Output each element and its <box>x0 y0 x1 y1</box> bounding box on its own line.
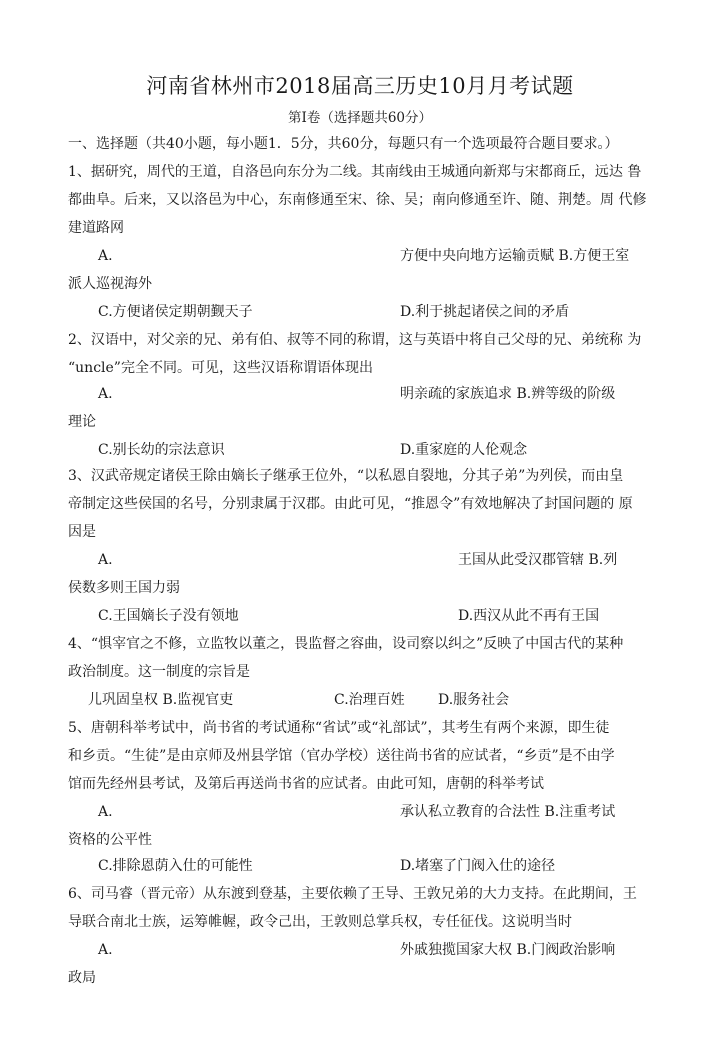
question-5-line-3: 馆而先经州县考试，及第后再送尚书省的应试者。由此可知，唐朝的科举考试 <box>68 776 544 792</box>
question-1-line-2: 都曲阜。后来，又以洛邑为中心，东南修通至宋、徐、吴；南向修通至许、随、荆楚。周 代修 <box>68 192 647 208</box>
question-5-option-d: D.堵塞了门阀入仕的途径 <box>400 858 556 874</box>
question-2-line-2: “uncle”完全不同。可见，这些汉语称谓语体现出 <box>68 360 373 376</box>
question-4-option-a-b: 儿巩固皇权 B.监视官吏 <box>88 692 234 708</box>
question-5-option-b-cont: 资格的公平性 <box>68 832 152 848</box>
question-6-line-2: 导联合南北士族，运筹帷幄，政令己出，王敦则总掌兵权，专任征伐。这说明当时 <box>68 914 572 930</box>
question-5-line-2: 和乡贡。“生徒”是由京师及州县学馆（官办学校）送往尚书省的应试者，“乡贡”是不由学 <box>68 748 615 764</box>
question-6-line-1: 6、司马睿（晋元帝）从东渡到登基，主要依赖了王导、王敦兄弟的大力支持。在此期间，王 <box>68 886 637 902</box>
question-3-line-3: 因是 <box>68 524 96 540</box>
question-5-option-c: C.排除恩荫入仕的可能性 <box>98 858 253 874</box>
question-1-option-c: C.方便诸侯定期朝觐天子 <box>98 304 253 320</box>
question-2-option-a-mark: A. <box>98 386 113 402</box>
question-3-option-d: D.西汉从此不再有王国 <box>458 608 600 624</box>
question-3-option-a-b: 王国从此受汉郡管辖 B.列 <box>458 552 618 568</box>
section-instructions: 一、选择题（共40小题，每小题1．5分，共60分，每题只有一个选项最符合题目要求。） <box>68 136 619 152</box>
page-title: 河南省林州市2018届高三历史10月月考试题 <box>146 74 574 98</box>
question-2-option-d: D.重家庭的人伦观念 <box>400 442 528 458</box>
question-5-option-a-b: 承认私立教育的合法性 B.注重考试 <box>400 804 616 820</box>
question-4-line-1: 4、“惧宰官之不修，立监牧以董之，畏监督之容曲，设司察以纠之”反映了中国古代的某种 <box>68 636 624 652</box>
question-4-option-d: D.服务社会 <box>438 692 510 708</box>
question-2-option-a-b: 明亲疏的家族追求 B.辨等级的阶级 <box>400 386 616 402</box>
question-1-option-b-cont: 派人巡视海外 <box>68 276 152 292</box>
question-3-option-c: C.王国嫡长子没有领地 <box>98 608 239 624</box>
question-2-option-b-cont: 理论 <box>68 414 96 430</box>
question-1-line-3: 建道路网 <box>68 220 124 236</box>
question-6-option-a-b: 外戚独揽国家大权 B.门阀政治影响 <box>400 942 616 958</box>
question-5-line-1: 5、唐朝科举考试中，尚书省的考试通称“省试”或“礼部试”，其考生有两个来源，即生徒 <box>68 720 610 736</box>
question-6-option-b-cont: 政局 <box>68 970 96 986</box>
question-1-option-a-b: 方便中央向地方运输贡赋 B.方便王室 <box>400 248 630 264</box>
question-3-option-b-cont: 侯数多则王国力弱 <box>68 580 180 596</box>
question-2-option-c: C.别长幼的宗法意识 <box>98 442 225 458</box>
question-1-line-1: 1、据研究，周代的王道，自洛邑向东分为二线。其南线由王城通向新郑与宋都商丘，远达 鲁 <box>68 164 642 180</box>
question-6-option-a-mark: A. <box>98 942 113 958</box>
question-2-line-1: 2、汉语中，对父亲的兄、弟有伯、叔等不同的称谓，这与英语中将自己父母的兄、弟统称 为 <box>68 332 642 348</box>
question-1-option-d: D.利于挑起诸侯之间的矛盾 <box>400 304 570 320</box>
question-5-option-a-mark: A. <box>98 804 113 820</box>
question-1-option-a-mark: A. <box>98 248 113 264</box>
question-4-line-2: 政治制度。这一制度的宗旨是 <box>68 664 250 680</box>
question-3-line-2: 帝制定这些侯国的名号，分别隶属于汉郡。由此可见，“推恩令”有效地解决了封国问题的 原 <box>68 496 633 512</box>
question-3-option-a-mark: A. <box>98 552 113 568</box>
question-4-option-c: C.治理百姓 <box>334 692 405 708</box>
question-3-line-1: 3、汉武帝规定诸侯王除由嫡长子继承王位外，“以私恩自裂地，分其子弟”为列侯，而由皇 <box>68 468 624 484</box>
section-subtitle: 第Ⅰ卷（选择题共60分） <box>287 110 432 126</box>
